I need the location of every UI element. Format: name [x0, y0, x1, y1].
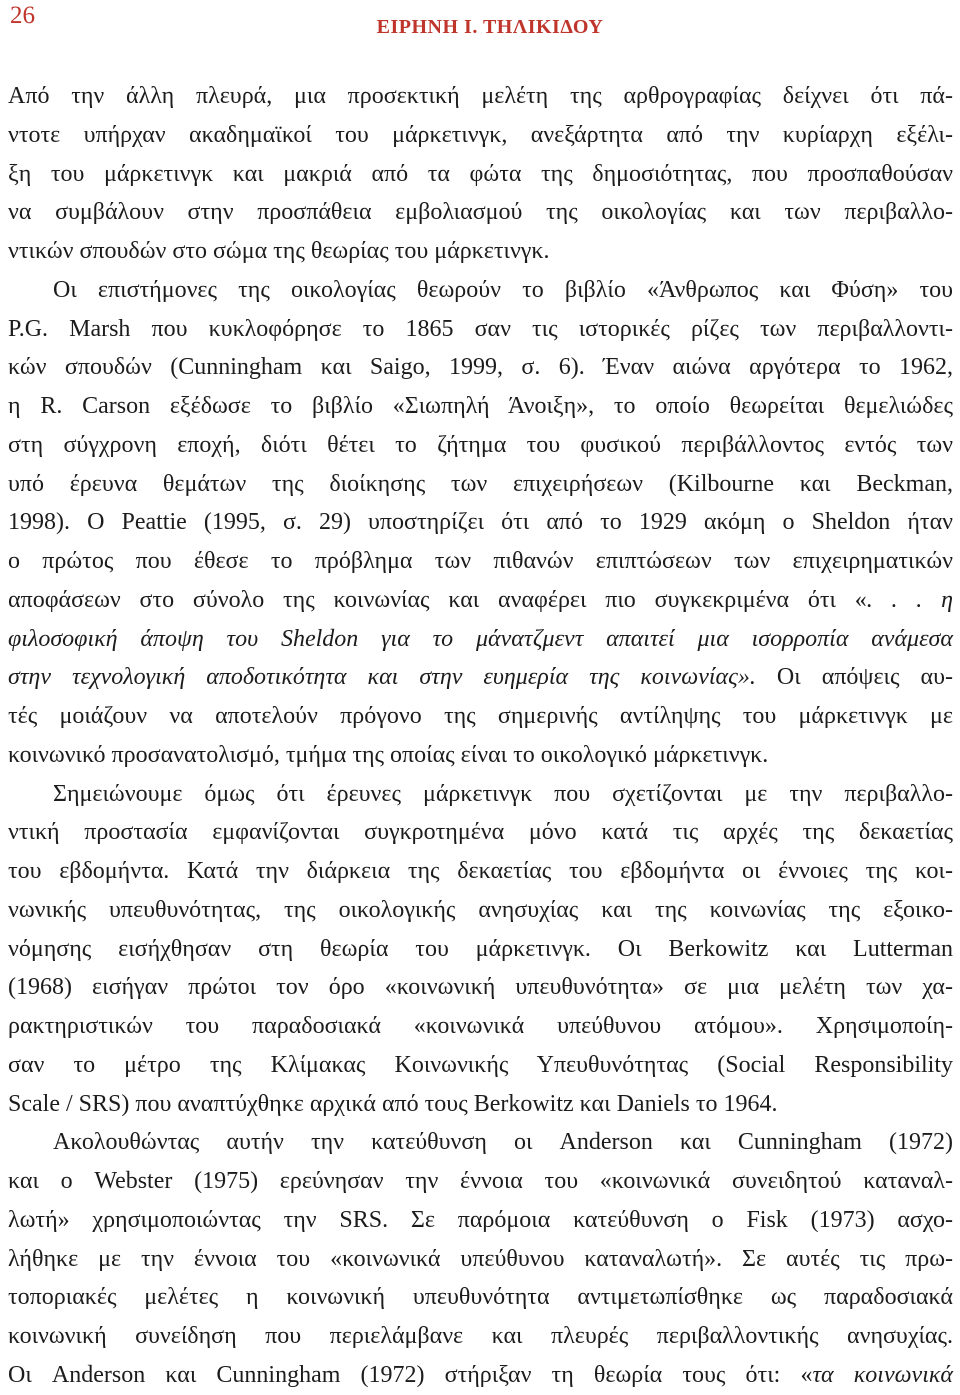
text-line: κοινωνική συνείδηση που περιελάμβανε και πλευρές περιβαλλοντικής ανησυχίας.	[8, 1323, 953, 1349]
text-line: ρακτηριστικών του παραδοσιακά «κοινωνικά υπεύθυνου ατόμου». Χρησιμοποίη-	[8, 1013, 953, 1039]
text-line: λωτή» χρησιμοποιώντας την SRS. Σε παρόμοια κατεύθυνση ο Fisk (1973) ασχο-	[8, 1206, 953, 1233]
italic-segment: τα κοινωνικά	[812, 1361, 953, 1388]
text-line: Οι επιστήμονες της οικολογίας θεωρούν το βιβλίο «Άνθρωπος και Φύση» του	[53, 276, 953, 303]
text-line: στη σύγχρονη εποχή, διότι θέτει το ζήτημα του φυσικού περιβάλλοντος εντός των	[8, 431, 953, 458]
text-line: Scale / SRS) που αναπτύχθηκε αρχικά από τους Berkowitz και Daniels το 1964.	[8, 1090, 778, 1117]
text-line: και ο Webster (1975) ερεύνησαν την έννοια του «κοινωνικά συνειδητού καταναλ-	[8, 1168, 953, 1194]
text-line: κών σπουδών (Cunningham και Saigo, 1999, σ. 6). Έναν αιώνα αργότερα το 1962,	[8, 354, 953, 381]
text-segment: Οι απόψεις αυ-	[755, 664, 953, 691]
text-line: σαν το μέτρο της Κλίμακας Κοινωνικής Υπευθυνότητας (Social Responsibility	[8, 1051, 953, 1078]
text-line: η R. Carson εξέδωσε το βιβλίο «Σιωπηλή Άνοιξη», το οποίο θεωρείται θεμελιώδες	[8, 393, 953, 419]
text-line: ο πρώτος που έθεσε το πρόβλημα των πιθανών επιπτώσεων των επιχειρηματικών	[8, 548, 953, 574]
italic-segment: . . . η	[866, 586, 953, 613]
text-line	[8, 658, 953, 697]
text-line: νόμησης εισήχθησαν στη θεωρία του μάρκετινγκ. Οι Berkowitz και Lutterman	[8, 935, 953, 962]
text-line	[8, 1356, 953, 1395]
text-line: 1998). Ο Peattie (1995, σ. 29) υποστηρίζει ότι από το 1929 ακόμη ο Sheldon ήταν	[8, 509, 953, 536]
text-line: P.G. Marsh που κυκλοφόρησε το 1865 σαν τις ιστορικές ρίζες των περιβαλλοντι-	[8, 315, 953, 342]
text-line: να συμβάλουν στην προσπάθεια εμβολιασμού της οικολογίας και των περιβαλλο-	[8, 199, 953, 226]
text-segment: αποφάσεων στο σύνολο της κοινωνίας και αναφέρει πιο συγκεκριμένα ότι «	[8, 586, 867, 613]
text-line: λήθηκε με την έννοια του «κοινωνικά υπεύθυνου καταναλωτή». Σε αυτές τις πρω-	[8, 1245, 953, 1272]
text-line: ντικών σπουδών στο σώμα της θεωρίας του μάρκετινγκ.	[8, 238, 550, 264]
italic-segment: στην τεχνολογική αποδοτικότητα και στην ευημερία της κοινωνίας».	[8, 664, 756, 691]
text-line: ντική προστασία εμφανίζονται συγκροτημένα μόνο κατά τις αρχές της δεκαετίας	[8, 819, 953, 846]
text-line	[8, 581, 953, 620]
text-line: του εβδομήντα. Κατά την διάρκεια της δεκαετίας του εβδομήντα οι έννοιες της κοι-	[8, 858, 953, 884]
text-line: Ακολουθώντας αυτήν την κατεύθυνση οι Anderson και Cunningham (1972)	[53, 1129, 953, 1156]
text-line: Σημειώνουμε όμως ότι έρευνες μάρκετινγκ που σχετίζονται με την περιβαλλο-	[53, 780, 953, 807]
text-line: Από την άλλη πλευρά, μια προσεκτική μελέτη της αρθρογραφίας δείχνει ότι πά-	[8, 83, 953, 109]
text-line: ντοτε υπήρχαν ακαδημαϊκοί του μάρκετινγκ, ανεξάρτητα από την κυρίαρχη εξέλι-	[8, 121, 953, 148]
text-line: υπό έρευνα θεμάτων της διοίκησης των επιχειρήσεων (Kilbourne και Beckman,	[8, 470, 953, 497]
text-line: κοινωνικό προσανατολισμό, τμήμα της οποίας είναι το οικολογικό μάρκετινγκ.	[8, 741, 769, 768]
page-number: 26	[10, 2, 35, 29]
text-line: ξη του μάρκετινγκ και μακριά από τα φώτα της δημοσιότητας, που προσπαθούσαν	[8, 160, 953, 187]
text-line: (1968) εισήγαν πρώτοι τον όρο «κοινωνική υπευθυνότητα» σε μια μελέτη των χα-	[8, 974, 953, 1001]
text-segment: Οι Anderson και Cunningham (1972) στήριξαν τη θεωρία τους ότι: «	[8, 1361, 813, 1388]
text-line: νωνικής υπευθυνότητας, της οικολογικής ανησυχίας και της κοινωνίας της εξοικο-	[8, 896, 953, 923]
text-line: τοποριακές μελέτες η κοινωνική υπευθυνότητα αντιμετωπίσθηκε ως παραδοσιακά	[8, 1284, 953, 1311]
text-line: φιλοσοφική άποψη του Sheldon για το μάνατζμεντ απαιτεί μια ισορροπία ανάμεσα	[8, 625, 953, 652]
text-line: τές μοιάζουν να αποτελούν πρόγονο της σημερινής αντίληψης του μάρκετινγκ με	[8, 703, 953, 729]
body-text	[8, 77, 953, 1395]
running-head: ΕΙΡΗΝΗ Ι. ΤΗΛΙΚΙΔΟΥ	[376, 16, 604, 38]
